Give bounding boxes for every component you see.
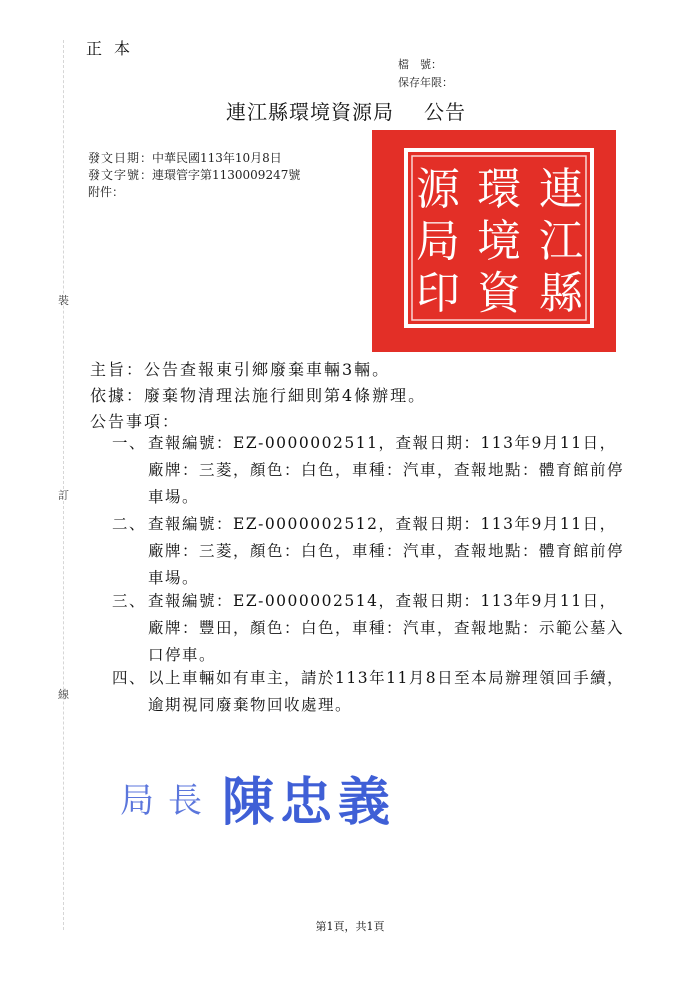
issue-date-value: 中華民國113年10月8日 bbox=[152, 151, 282, 165]
agency-name: 連江縣環境資源局 bbox=[226, 100, 394, 124]
document-title bbox=[226, 96, 466, 125]
basis-line: 依據：廢棄物清理法施行細則第4條辦理。 bbox=[90, 386, 427, 405]
issue-date bbox=[88, 150, 282, 167]
copy-type-label: 正本 bbox=[86, 39, 143, 58]
reference-number-value: 連環管字第1130009247號 bbox=[152, 168, 301, 182]
announcement-item-2 bbox=[112, 511, 632, 592]
item-text: 查報編號：EZ-0000002512，查報日期：113年9月11日，廠牌：三菱，顏色：白色，車種：汽車，查報地點：體育館前停車場。 bbox=[148, 515, 625, 587]
item-number: 二、 bbox=[112, 515, 147, 533]
svg-text:縣: 縣 bbox=[539, 268, 583, 319]
item-number: 三、 bbox=[112, 592, 147, 610]
director-signature bbox=[120, 760, 396, 835]
file-number-label: 檔 號： bbox=[398, 58, 442, 71]
official-seal-stamp bbox=[372, 130, 616, 352]
page-number: 第1頁，共1頁 bbox=[315, 920, 385, 933]
announcement-item-4 bbox=[112, 665, 632, 719]
announcement-item-1 bbox=[112, 430, 632, 511]
item-number: 四、 bbox=[112, 669, 147, 687]
issue-date-label: 發文日期： bbox=[88, 151, 152, 165]
reference-number-label: 發文字號： bbox=[88, 168, 152, 182]
svg-text:源: 源 bbox=[416, 164, 460, 215]
signature-role: 局長 bbox=[120, 781, 216, 821]
svg-text:資: 資 bbox=[477, 268, 521, 319]
signature-name: 陳忠義 bbox=[222, 772, 397, 833]
retention-period-label: 保存年限： bbox=[398, 76, 453, 89]
binding-mark-ding: 訂 bbox=[58, 489, 69, 502]
svg-text:連: 連 bbox=[539, 164, 583, 215]
attachments-label: 附件： bbox=[88, 185, 125, 199]
reference-number bbox=[88, 167, 300, 184]
svg-text:局: 局 bbox=[416, 216, 460, 267]
binding-guide-line bbox=[63, 40, 64, 930]
svg-text:印: 印 bbox=[416, 268, 460, 319]
svg-text:環: 環 bbox=[477, 164, 521, 215]
binding-mark-zhuang: 裝 bbox=[58, 294, 69, 307]
document-type: 公告 bbox=[424, 100, 466, 124]
item-number: 一、 bbox=[112, 434, 147, 452]
svg-text:境: 境 bbox=[477, 216, 521, 267]
announcement-items-heading: 公告事項： bbox=[90, 412, 181, 431]
attachments bbox=[88, 184, 124, 201]
svg-text:江: 江 bbox=[539, 216, 583, 267]
item-text: 以上車輛如有車主，請於113年11月8日至本局辦理領回手續，逾期視同廢棄物回收處理。 bbox=[148, 669, 625, 714]
subject-line: 主旨：公告查報東引鄉廢棄車輛3輛。 bbox=[90, 360, 391, 379]
item-text: 查報編號：EZ-0000002514，查報日期：113年9月11日，廠牌：豐田，顏色：白色，車種：汽車，查報地點：示範公墓入口停車。 bbox=[148, 592, 625, 664]
announcement-item-3 bbox=[112, 588, 632, 669]
item-text: 查報編號：EZ-0000002511，查報日期：113年9月11日，廠牌：三菱，顏色：白色，車種：汽車，查報地點：體育館前停車場。 bbox=[148, 434, 625, 506]
binding-mark-xian: 線 bbox=[58, 688, 69, 701]
